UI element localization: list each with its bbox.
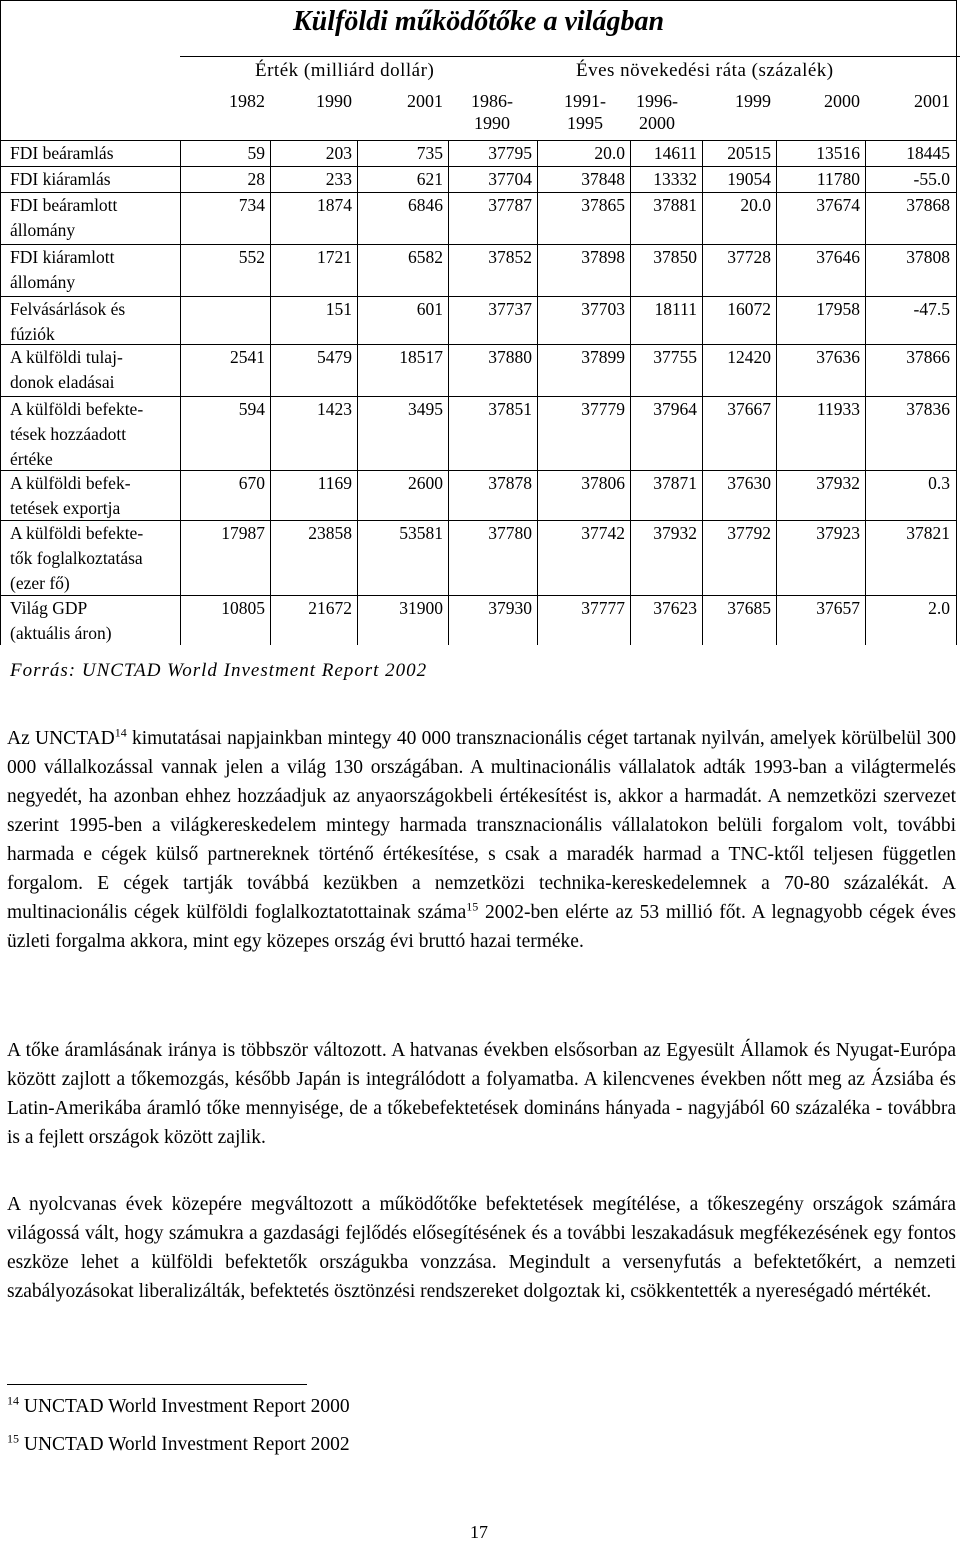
table-cell: -55.0	[913, 169, 950, 189]
page-number: 17	[470, 1522, 488, 1542]
table-cell: 37795	[488, 143, 532, 163]
paragraph-2: A tőke áramlásának iránya is többször változott. A hatvanas években elsősorban az Egyesült Államok és Nyugat-Európa között zajlott a tőkemozgás, később Japán is integrálódott a folyamatba. A kilencvenes években nőtt meg az Ázsiába és Latin-Amerikába áramló tőke mennyisége, de a tőkebefektetések domináns hányada - nagyjából 60 százaléka - továbbra is a fejlett országok között zajlik.	[7, 1040, 956, 1148]
footnote-15	[7, 1431, 350, 1456]
row-label: A külföldi tulaj- donok eladásai	[10, 347, 123, 392]
table-cell: 21672	[308, 598, 352, 618]
paragraph-3: A nyolcvanas évek közepére megváltozott a működőtőke befektetések megítélése, a tőkeszegény országok számára világossá vált, hogy számukra a gazdasági fejlődés elősegítésének és a további leszakadásuk megfékezésének egy fontos eszköze lehet a külföldi befektetők országukba vonzzása. Megindult a versenyfutás a befektetőkért, a nemzeti szabályozásokat liberalizálták, befektetés ösztönzési rendszereket dolgoztak ki, csökkentették a nyereségadó mértékét.	[7, 1194, 956, 1302]
table-cell: 1169	[317, 473, 352, 493]
table-cell: 621	[416, 169, 443, 189]
footnote-14	[7, 1393, 350, 1418]
table-cell: 37808	[906, 247, 950, 267]
table-cell: 20515	[727, 143, 771, 163]
table-cell: 37728	[727, 247, 771, 267]
paragraph-1-middle: kimutatásai napjainkban mintegy 40 000 transznacionális céget tartanak nyilván, amelyek körülbelül 300 000 vállalkozással vannak jelen a világ 130 országában. A multinacionális vállalatok adták 1993-ban a világtermelés negyedét, ha azonban ehhez hozzáadjuk az anyaországokbeli értékesítést is, akkor a harmadát. A nemzetközi szervezet szerint 1995-ben a világkereskedelem mintegy harmada transznacionális vállalatokon belüli forgalom volt, további harmada e cégek külső partnereknek történő értékesítése, s csak a maradék harmad a TNC-ktől teljesen független forgalom. E cégek tartják továbbá kezükben a nemzetközi technika-kereskedelemnek a 70-80 százalékát. A multinacionális cégek külföldi foglalkoztatottainak száma	[7, 728, 956, 923]
footnote-ref-15: 15	[466, 899, 479, 914]
table-cell: 37780	[488, 523, 532, 543]
table-cell: 37866	[906, 347, 950, 367]
table-cell: 37636	[816, 347, 860, 367]
table-cell: 23858	[308, 523, 352, 543]
table-title: Külföldi működőtőke a világban	[292, 6, 665, 37]
table-cell: -47.5	[913, 299, 950, 319]
footnote-divider	[7, 1384, 307, 1385]
table-cell: 1423	[317, 399, 352, 419]
table-cell: 37630	[727, 473, 771, 493]
row-label: FDI beáramlott állomány	[10, 195, 118, 240]
table-cell: 37899	[581, 347, 625, 367]
table-cell: 37704	[488, 169, 532, 189]
table-cell: 37821	[906, 523, 950, 543]
table-cell: 601	[416, 299, 443, 319]
table-cell: 37932	[653, 523, 697, 543]
row-label: FDI beáramlás	[10, 143, 114, 163]
paragraph-1-end: 2002-ben elérte az 53 millió főt. A legnagyobb cégek éves üzleti forgalma akkora, mint egy közepes ország évi bruttó hazai terméke.	[7, 902, 956, 952]
table-cell: 37685	[727, 598, 771, 618]
paragraph-1-start: Az UNCTAD	[7, 728, 115, 749]
table-cell: 37850	[653, 247, 697, 267]
table-cell: 735	[416, 143, 443, 163]
row-label: FDI kiáramlott állomány	[10, 247, 115, 292]
table-cell: 18445	[906, 143, 950, 163]
year-header: 1982	[229, 91, 265, 111]
table-cell: 594	[238, 399, 265, 419]
table-cell: 37878	[488, 473, 532, 493]
table-cell: 37667	[727, 399, 771, 419]
table-cell: 2541	[230, 347, 265, 367]
year-header: 1990	[316, 91, 352, 111]
table-cell: 11780	[816, 169, 860, 189]
table-cell: 37868	[906, 195, 950, 215]
year-header: 2001	[407, 91, 443, 111]
table-cell: 37923	[816, 523, 860, 543]
row-label: Világ GDP (aktuális áron)	[10, 598, 112, 643]
year-header: 1991- 1995	[564, 91, 606, 133]
table-cell: 2600	[408, 473, 443, 493]
table-cell: 37657	[816, 598, 860, 618]
table-cell: 12420	[727, 347, 771, 367]
table-cell: 5479	[317, 347, 352, 367]
table-cell: 37930	[488, 598, 532, 618]
table-cell: 37742	[581, 523, 625, 543]
table-cell: 151	[325, 299, 352, 319]
footnote-ref-14: 14	[114, 725, 127, 740]
year-header: 2000	[824, 91, 860, 111]
footnote-number: 14	[7, 1393, 19, 1408]
table-cell: 734	[238, 195, 265, 215]
table-cell: 20.0	[740, 195, 771, 215]
table-cell: 37848	[581, 169, 625, 189]
table-cell: 37779	[581, 399, 625, 419]
table-cell: 11933	[816, 399, 860, 419]
table-cell: 0.3	[928, 473, 950, 493]
table-cell: 37674	[816, 195, 860, 215]
value-group-header: Érték (milliárd dollár)	[255, 60, 435, 81]
source-note: Forrás: UNCTAD World Investment Report 2002	[10, 660, 428, 681]
year-header: 2001	[914, 91, 950, 111]
table-cell: 1721	[317, 247, 352, 267]
table-cell: 17987	[221, 523, 265, 543]
table-cell: 13516	[816, 143, 860, 163]
table-cell: 6582	[408, 247, 443, 267]
table-cell: 14611	[653, 143, 697, 163]
growth-group-header: Éves növekedési ráta (százalék)	[576, 60, 834, 81]
table-cell: 17958	[816, 299, 860, 319]
table-cell: 670	[238, 473, 265, 493]
table-cell: 31900	[399, 598, 443, 618]
table-cell: 18111	[654, 299, 697, 319]
table-cell: 28	[247, 169, 265, 189]
table-cell: 37865	[581, 195, 625, 215]
table-cell: 37871	[653, 473, 697, 493]
table-cell: 18517	[399, 347, 443, 367]
table-cell: 53581	[399, 523, 443, 543]
row-label: A külföldi befekte- tők foglalkoztatása (ezer fő)	[10, 523, 144, 593]
paragraph-1	[7, 724, 956, 956]
table-cell: 37852	[488, 247, 532, 267]
table-cell: 1874	[317, 195, 352, 215]
footnote-text: UNCTAD World Investment Report 2002	[19, 1434, 350, 1455]
table-cell: 37898	[581, 247, 625, 267]
table-cell: 37792	[727, 523, 771, 543]
table-cell: 203	[325, 143, 352, 163]
table-cell: 19054	[727, 169, 771, 189]
table-cell: 233	[325, 169, 352, 189]
year-header: 1999	[735, 91, 771, 111]
table-cell: 37836	[906, 399, 950, 419]
row-label: FDI kiáramlás	[10, 169, 111, 189]
table-cell: 37787	[488, 195, 532, 215]
footnote-number: 15	[7, 1431, 19, 1446]
row-label: Felvásárlások és fúziók	[10, 299, 126, 344]
table-cell: 37737	[488, 299, 532, 319]
table-cell: 13332	[653, 169, 697, 189]
table-cell: 37703	[581, 299, 625, 319]
table-cell: 37932	[816, 473, 860, 493]
table-cell: 37646	[816, 247, 860, 267]
year-header: 1996- 2000	[636, 91, 678, 133]
year-header: 1986- 1990	[471, 91, 513, 133]
table-cell: 6846	[408, 195, 443, 215]
table-cell: 37806	[581, 473, 625, 493]
table-cell: 37777	[581, 598, 625, 618]
table-cell: 37851	[488, 399, 532, 419]
table-cell: 2.0	[928, 598, 950, 618]
table-cell: 3495	[408, 399, 443, 419]
table-cell: 16072	[727, 299, 771, 319]
row-label: A külföldi befekte- tések hozzáadott értéke	[10, 399, 144, 469]
row-label: A külföldi befek- tetések exportja	[10, 473, 131, 518]
table-cell: 552	[238, 247, 265, 267]
footnote-text: UNCTAD World Investment Report 2000	[19, 1396, 350, 1417]
table-cell: 37623	[653, 598, 697, 618]
title-divider	[180, 56, 960, 57]
table-cell: 37964	[653, 399, 697, 419]
table-cell: 10805	[221, 598, 265, 618]
table-cell: 37881	[653, 195, 697, 215]
table-cell: 37755	[653, 347, 697, 367]
table-cell: 37880	[488, 347, 532, 367]
table-cell: 20.0	[594, 143, 625, 163]
table-cell: 59	[247, 143, 265, 163]
